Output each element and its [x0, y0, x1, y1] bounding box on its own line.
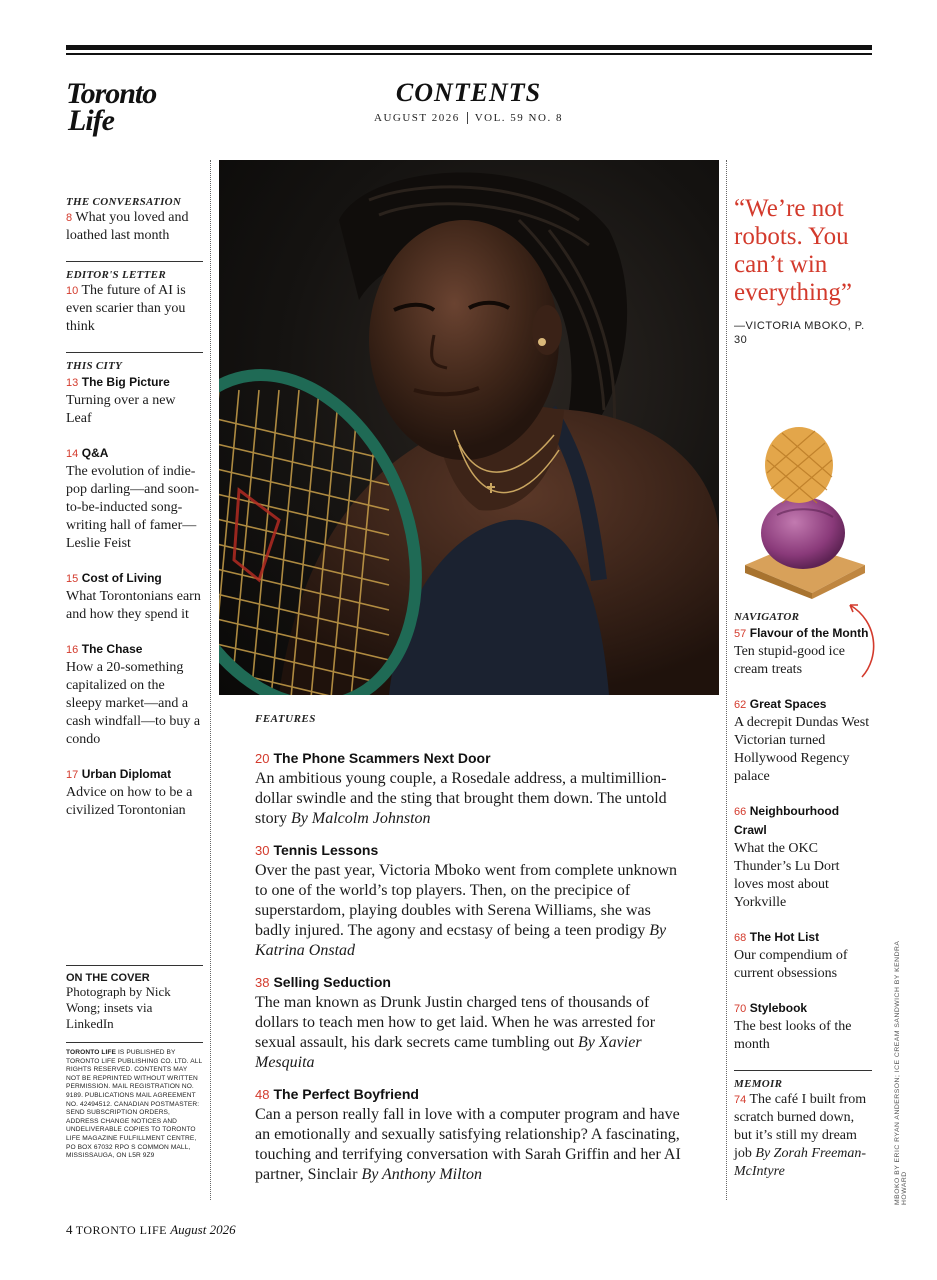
entry-heading: Flavour of the Month — [749, 626, 869, 640]
section-divider — [66, 352, 203, 353]
entry-text: Our compendium of current obsessions — [734, 948, 848, 981]
feature-byline: By Katrina Onstad — [255, 922, 667, 959]
folio-date: August 2026 — [170, 1222, 236, 1237]
folio-magazine: TORONTO LIFE — [75, 1223, 167, 1237]
toc-entry[interactable] — [734, 695, 872, 786]
entry-text: Ten stupid-good ice cream treats — [734, 644, 845, 677]
page-number: 68 — [734, 932, 747, 944]
folio-page-number: 4 — [66, 1222, 73, 1237]
entry-text: What the OKC Thunder’s Lu Dort loves most about Yorkville — [734, 841, 840, 910]
section-kicker: THE CONVERSATION — [66, 196, 182, 208]
entry-text: What you loved and loathed last month — [66, 210, 189, 243]
page-number: 10 — [66, 285, 79, 297]
entry-heading: The Hot List — [749, 930, 820, 944]
feature-item[interactable] — [255, 1084, 685, 1185]
logo-line-2: Life — [68, 104, 114, 137]
top-rule-thick — [66, 45, 872, 50]
entry-text: A decrepit Dundas West Victorian turned Hollywood Regency palace — [734, 715, 870, 784]
feature-byline: By Xavier Mesquita — [255, 1034, 642, 1071]
toc-entry[interactable] — [66, 444, 203, 553]
feature-page: 48 — [255, 1087, 270, 1102]
page-number: 16 — [66, 644, 79, 656]
pull-quote: “We’re not robots. You can’t win everything” — [734, 195, 853, 306]
toc-entry[interactable] — [734, 610, 872, 679]
top-rule-thin — [66, 53, 872, 55]
features-label: FEATURES — [255, 713, 316, 725]
entry-heading: Q&A — [81, 446, 109, 460]
feature-page: 30 — [255, 843, 270, 858]
entry-text: Advice on how to be a civilized Torontonian — [66, 785, 193, 818]
entry-heading: The Big Picture — [81, 375, 170, 389]
page-number: 74 — [734, 1094, 747, 1106]
page-number: 70 — [734, 1003, 747, 1015]
issue-separator — [467, 112, 468, 124]
feature-dek: Can a person really fall in love with a computer program and have an emotionally and sexually satisfying relationship? A fascinating, touching and terrifying conversation with Sarah Griffin and her AI partner, Sinclair — [255, 1106, 681, 1183]
feature-title: Tennis Lessons — [273, 842, 379, 858]
section-kicker: EDITOR'S LETTER — [66, 269, 166, 281]
legal-notice — [66, 1049, 203, 1161]
entry-byline: By Zorah Freeman-McIntyre — [734, 1146, 867, 1179]
entry-text: The evolution of indie-pop darling—and soon-to-be-inducted song-writing hall of famer—Leslie Feist — [66, 464, 199, 551]
page-number: 14 — [66, 448, 79, 460]
feature-item[interactable] — [255, 840, 685, 961]
entry-heading: Stylebook — [749, 1001, 808, 1015]
right-column-divider — [726, 160, 727, 1200]
entry-text: Turning over a new Leaf — [66, 393, 176, 426]
toc-entry[interactable] — [66, 268, 203, 336]
entry-heading: Cost of Living — [81, 571, 162, 585]
portrait-illustration — [219, 160, 719, 695]
feature-title: The Phone Scammers Next Door — [273, 750, 491, 766]
section-kicker: THIS CITY — [66, 360, 123, 372]
feature-page: 38 — [255, 975, 270, 990]
on-the-cover — [66, 965, 203, 1161]
photo-credit: MBOKO BY ERIC RYAN ANDERSON; ICE CREAM SANDWICH BY KENDRA HOWARD — [894, 940, 908, 1205]
feature-dek: An ambitious young couple, a Rosedale address, a multimillion-dollar swindle and the sting that brought them down. The untold story — [255, 770, 667, 827]
cover-photo-victoria-mboko — [219, 160, 719, 695]
feature-dek: Over the past year, Victoria Mboko went from complete unknown to one of the world’s top players. Then, on the precipice of superstardom, playing doubles with Serena Williams, she was badly injured. The agony and ecstasy of being a teen prodigy — [255, 862, 677, 939]
entry-heading: Neighbourhood Crawl — [734, 804, 840, 837]
toc-entry[interactable] — [734, 802, 872, 912]
toc-entry[interactable] — [734, 999, 872, 1054]
feature-item[interactable] — [255, 972, 685, 1073]
legal-brand: TORONTO LIFE — [66, 1049, 117, 1056]
page-number: 62 — [734, 699, 747, 711]
toc-entry[interactable] — [734, 1077, 872, 1181]
feature-dek: The man known as Drunk Justin charged tens of thousands of dollars to teach men how to get laid. When he was arrested for sexual assault, his dark secrets came tumbling out — [255, 994, 656, 1051]
issue-volume: VOL. 59 NO. 8 — [474, 112, 563, 124]
entry-text: The future of AI is even scarier than you think — [66, 283, 186, 334]
section-kicker: MEMOIR — [734, 1078, 783, 1090]
toc-entry[interactable] — [734, 928, 872, 983]
feature-title: The Perfect Boyfriend — [273, 1086, 419, 1102]
right-column-lower — [734, 610, 872, 1197]
page-number: 15 — [66, 573, 79, 585]
entry-heading: Great Spaces — [749, 697, 827, 711]
feature-byline: By Anthony Milton — [361, 1166, 483, 1183]
section-divider — [734, 1070, 872, 1071]
entry-heading: Urban Diplomat — [81, 767, 172, 781]
left-column — [66, 195, 203, 836]
feature-byline: By Malcolm Johnston — [291, 810, 431, 827]
section-divider — [66, 261, 203, 262]
toc-entry[interactable] — [66, 569, 203, 624]
left-column-divider — [210, 160, 211, 1200]
entry-text: How a 20-something capitalized on the sleepy market—and a cash windfall—to buy a condo — [66, 660, 201, 747]
page-folio — [66, 1222, 236, 1238]
toc-entry[interactable] — [66, 195, 203, 245]
feature-item[interactable] — [255, 748, 685, 829]
entry-text: The best looks of the month — [734, 1019, 852, 1052]
section-divider — [66, 965, 203, 966]
cover-heading: ON THE COVER — [66, 972, 150, 984]
page-number: 8 — [66, 212, 73, 224]
logo-line-1: Toronto — [66, 77, 157, 110]
section-divider — [66, 1042, 203, 1043]
page-number: 13 — [66, 377, 79, 389]
page-number: 17 — [66, 769, 79, 781]
right-column — [734, 195, 872, 347]
toc-entry[interactable] — [66, 359, 203, 428]
ice-cream-sandwich-image — [737, 415, 872, 600]
issue-info — [0, 112, 937, 124]
toc-entry[interactable] — [66, 765, 203, 820]
page-number: 66 — [734, 806, 747, 818]
feature-title: Selling Seduction — [273, 974, 391, 990]
feature-page: 20 — [255, 751, 270, 766]
page-title: CONTENTS — [395, 78, 542, 107]
page-number: 57 — [734, 628, 747, 640]
section-kicker: NAVIGATOR — [734, 611, 800, 623]
issue-date: AUGUST 2026 — [374, 112, 460, 124]
entry-heading: The Chase — [81, 642, 143, 656]
toc-entry[interactable] — [66, 640, 203, 749]
entry-text: The café I built from scratch burned down, but it’s still my dream job — [734, 1092, 867, 1161]
legal-text: IS PUBLISHED BY TORONTO LIFE PUBLISHING CO. LTD. ALL RIGHTS RESERVED. CONTENTS MAY NOT BE REPRINTED WITHOUT WRITTEN PERMISSION. MAIL REGISTRATION NO. 9189. PUBLICATIONS MAIL AGREEMENT NO. 42494512. CANADIAN POSTMASTER: SEND SUBSCRIPTION ORDERS, ADDRESS CHANGE NOTICES AND UNDELIVERABLE COPIES TO TORONTO LIFE MAGAZINE FULFILLMENT CENTRE, PO BOX 67032 RPO S COMMON MALL, MISSISSAUGA, ON L5R 9Z9 — [66, 1049, 202, 1160]
entry-text: What Torontonians earn and how they spend it — [66, 589, 201, 622]
pull-quote-attribution: —VICTORIA MBOKO, P. 30 — [734, 320, 865, 346]
cover-credit: Photograph by Nick Wong; insets via LinkedIn — [66, 984, 171, 1031]
